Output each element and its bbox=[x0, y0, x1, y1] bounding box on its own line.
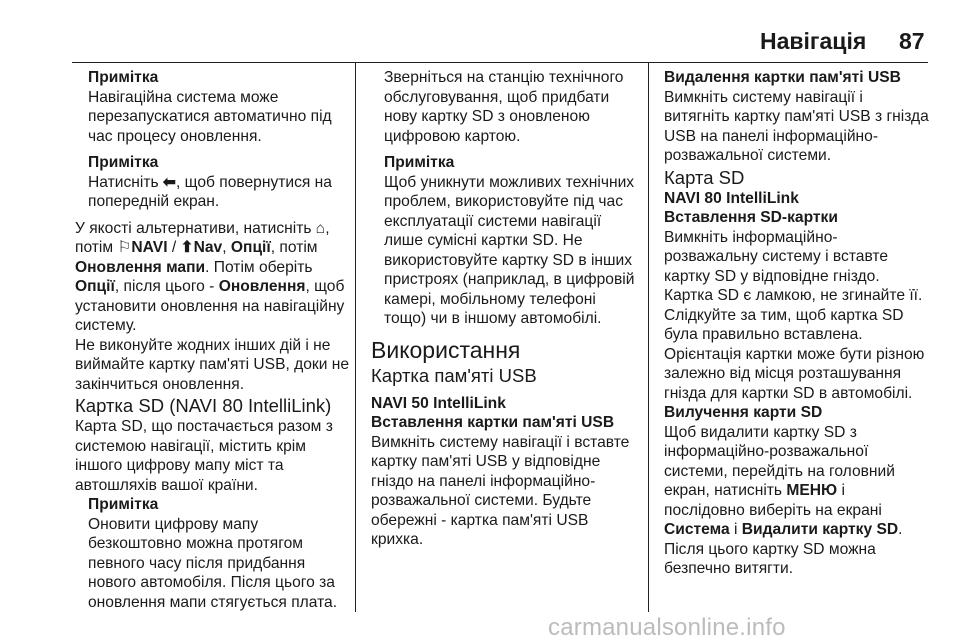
subheading: NAVI 50 IntelliLink bbox=[371, 394, 506, 412]
paragraph: Слідкуйте за тим, щоб картка SD була правильно вставлена. Орієнтація картки може бути різною залежно від місця розташування гнізда для картки SD в автомобілі. bbox=[664, 306, 925, 402]
subheading: Видалення картки пам'яті USB bbox=[664, 69, 901, 86]
note-title: Примітка bbox=[88, 496, 159, 513]
paragraph: Не виконуйте жодних інших дій і не виймайте картку пам'яті USB, доки не закінчиться оновлення. bbox=[75, 336, 350, 393]
header-divider bbox=[72, 62, 928, 63]
note-text: Навігаційна система може перезапускатися автоматично під час процесу оновлення. bbox=[88, 88, 332, 145]
column-3 bbox=[664, 68, 930, 579]
paragraph: Щоб видалити картку SD з інформаційно-розважальної системи, перейдіть на головний екран, натисніть МЕНЮ і послідовно виберіть на екрані Система і Видалити картку SD. Після цього картку SD можна безпечно витягти. bbox=[664, 423, 903, 577]
page-number: 87 bbox=[899, 28, 925, 54]
subheading: Вставлення картки пам'яті USB bbox=[371, 414, 615, 431]
column-2 bbox=[371, 68, 641, 550]
back-icon: ⬅ bbox=[162, 173, 176, 191]
section-heading: Карта SD bbox=[664, 166, 745, 188]
note-title: Примітка bbox=[384, 154, 455, 171]
subheading: NAVI 80 IntelliLink bbox=[664, 189, 799, 207]
page-title: Навігація bbox=[760, 28, 867, 54]
note-text: Оновити цифрову мапу безкоштовно можна протягом певного часу після придбання нового автомобіля. Після цього за оновлення мапи стягується плата. bbox=[88, 515, 338, 611]
note-block bbox=[371, 68, 641, 146]
note-text: Щоб уникнути можливих технічних проблем, використовуйте під час експлуатації системи навігації лише сумісні картки SD. Не використовуйте картку SD в інших пристроях (наприклад, в цифровій камері, мобільному телефоні тощо) чи в іншому автомобілі. bbox=[384, 173, 635, 327]
column-divider-2 bbox=[648, 62, 649, 612]
home-icon: ⌂ bbox=[315, 219, 326, 237]
nav-arrow-icon: ⬆ bbox=[180, 239, 194, 256]
paragraph: Вимкніть систему навігації і вставте картку пам'яті USB у відповідне гніздо на панелі інформаційно-розважальної системи. Будьте обережні - картка пам'яті USB крихка. bbox=[371, 433, 630, 548]
note-block bbox=[75, 153, 350, 212]
flag-icon: ⚐ bbox=[117, 239, 132, 256]
chapter-heading: Використання bbox=[371, 336, 521, 363]
note-title: Примітка bbox=[88, 69, 159, 86]
note-block bbox=[371, 153, 641, 329]
subheading: Вилучення карти SD bbox=[664, 404, 823, 421]
paragraph: Карта SD, що постачається разом з системою навігації, містить крім іншого цифрову мапу міст та автошляхів вашої країни. bbox=[75, 418, 333, 494]
paragraph: У якості альтернативи, натисніть ⌂, потім ⚐NAVI / ⬆Nav, Опції, потім Оновлення мапи. Потім оберіть Опції, після цього - Оновлення, щоб установити оновлення на навігаційну систему. bbox=[75, 219, 345, 334]
note-text: Натисніть ⬅, щоб повернутися на попередній екран. bbox=[88, 173, 332, 210]
note-block bbox=[75, 68, 350, 146]
note-block bbox=[75, 495, 350, 612]
paragraph: Вимкніть систему навігації і витягніть картку пам'яті USB з гнізда USB на панелі інформаційно-розважальної системи. bbox=[664, 88, 929, 164]
column-1 bbox=[75, 68, 350, 619]
section-heading: Картка SD (NAVI 80 IntelliLink) bbox=[75, 395, 332, 416]
paragraph: Вимкніть інформаційно-розважальну систему і вставте картку SD у відповідне гніздо. Картка SD є ламкою, не згинайте її. bbox=[664, 228, 923, 304]
subheading: Вставлення SD-картки bbox=[664, 209, 838, 226]
note-title: Примітка bbox=[88, 154, 159, 171]
section-heading: Картка пам'яті USB bbox=[371, 364, 537, 386]
note-text: Зверніться на станцію технічного обслуговування, щоб придбати нову картку SD з оновленою цифровою картою. bbox=[384, 69, 624, 145]
column-divider-1 bbox=[355, 62, 356, 612]
watermark: carmanualsonline.info bbox=[548, 614, 786, 641]
